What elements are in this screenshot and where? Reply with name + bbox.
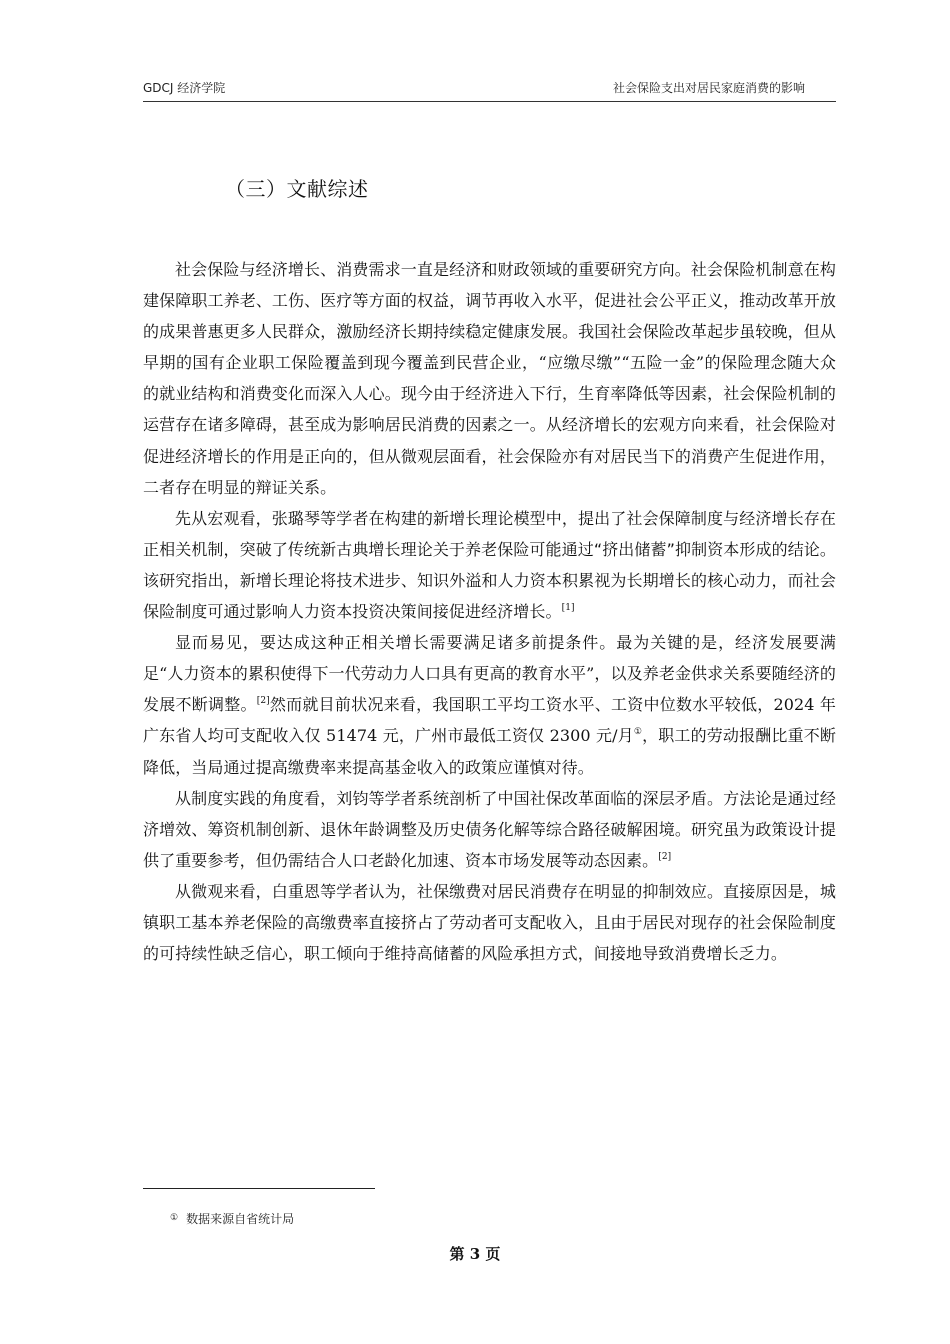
p3-part2: 然而就目前状况来看，我国职工平均工资水平、工资中位数水平较低，2024 年广东省人均可支配收入仅 51474 元，广州市最低工资仅 2300 元/月: [143, 695, 836, 746]
footnote-text: 数据来源自省统计局: [186, 1212, 295, 1226]
p1-lead: 社会保险与经济增长、消费需求一直是经济: [175, 260, 482, 279]
page-number: 第 3 页: [449, 1245, 501, 1263]
footnote-rule: [143, 1188, 375, 1189]
p2-part2: ，突破了传统新古典增长理论关于养老保险可能通过“挤出储蓄”抑制资本形成的结论。该研究指出，新增长理论将技术进步、知识外溢和人力资本积累视为长期增长的核心动力，而: [143, 539, 836, 590]
citation-ref: [2]: [658, 851, 672, 862]
footnote-ref: ①: [633, 727, 643, 738]
paragraph-2: [143, 503, 836, 627]
citation-ref: [1]: [561, 603, 575, 614]
p1-mid-sans: 财政领域的重要: [497, 260, 611, 279]
p2-part3: 保险制度可通过影响人力资本投资决策间接促进经济增长。: [143, 602, 562, 622]
p2-mid1: 机制: [191, 539, 224, 559]
header-rule: [143, 101, 836, 102]
p4-text: 从制度实践的角度看，刘钧等学者系统剖析了中国社保改革面临的深层矛盾。方法论是通过经济增效、筹资机制创新、退休年龄调整及历史债务化解等综合路径破解困境。研究虽为政策设计提供了重要参考，但仍需结合人口老龄化加速、资本市场发展等动态因素。: [143, 788, 836, 870]
p3-part3: ，职工的劳动报酬比重不断降低，当局通过提高缴费率来提高基金收入的政策应谨慎对待。: [143, 726, 836, 777]
body-text: [143, 254, 836, 969]
p3-part1: 显而易见，要达成这种正相关增长需要满足诸多前提条件。最为关键的是，经济发展要满足“人力资本的累积使得下一代劳动力人口具有更高的教育水平”，以及养老金供求关系要随经济的发展不断调整。: [143, 633, 836, 715]
p5-text: 从微观来看，白重恩等学者认为，社保缴费对居民消费存在明显的抑制效应。直接原因是，城镇职工基本养老保险的高缴费率直接挤占了劳动者可支配收入，且由于居民对现存的社会保险制度的可持续性缺乏信心，职工倾向于维持高储蓄的风险承担方式，间接地导致消费增长乏力。: [143, 881, 836, 964]
p1-mid: 和: [481, 260, 498, 279]
header-paper-title: 社会保险支出对居民家庭消费的影响: [612, 81, 805, 95]
paragraph-5: [143, 876, 836, 969]
p2-mid2: 社会: [803, 570, 836, 590]
p1-rest: 研究方向。社会保险机制意在构建保障职工养老、工伤、医疗等方面的权益，调节再收入水平，促进社会公平正义，推动改革开放的成果普惠更多人民群众，激励经济长期持续稳定健康发展。我国社会保险改革起步虽较晚，但从早期的国有企业职工保险覆盖到现今覆盖到民营企业，“应缴尽缴”“五险一金”的保险理念随大众的就业结构和消费变化而深入人心。现今由于经济进入下行，生育率降低等因素，社会保险机制的运营存在诸多障碍，甚至成为影响居民消费的因素之一。从经济增长的宏观方向来看，社会保险对促进经济增长的作用是正向的，但从微观层面看，社会保险亦有对居民当下的消费产生促进作用，二者存在明显的辩证关系。: [143, 260, 836, 497]
page-header: [143, 79, 805, 101]
paragraph-4: [143, 783, 836, 876]
footnote-mark: ①: [170, 1213, 179, 1223]
p2-lead: 先从宏观看，: [175, 508, 272, 528]
paragraph-1: [143, 254, 836, 503]
p2-part1: 张璐琴等学者在构建的新增长理论模型中，提出了社会保障制度与经济增长存在正相关: [143, 508, 836, 559]
citation-ref: [2]: [256, 696, 270, 707]
footnote: [170, 1210, 294, 1227]
paragraph-3: [143, 627, 836, 782]
section-title: （三）文献综述: [225, 177, 369, 201]
header-school: GDCJ 经济学院: [143, 81, 226, 95]
